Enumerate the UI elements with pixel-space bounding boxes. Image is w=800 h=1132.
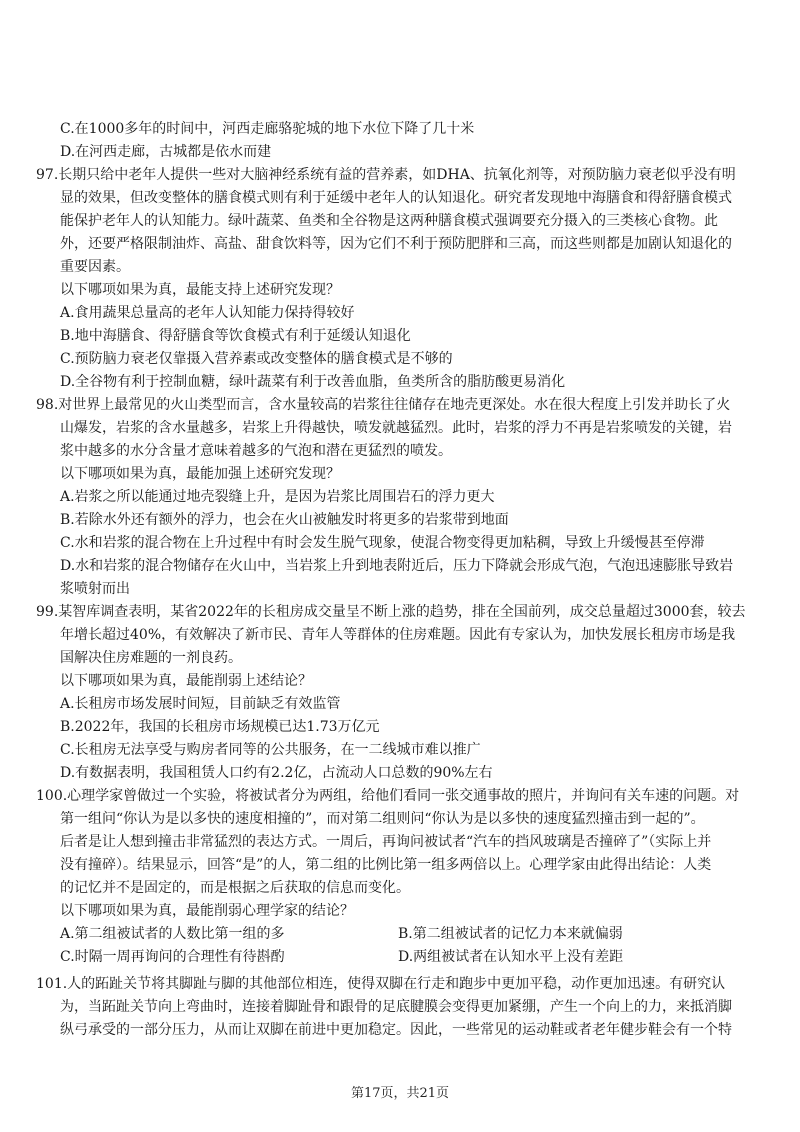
question-100-option-d: D.两组被试者在认知水平上没有差距: [398, 949, 624, 965]
question-98-line-2: 山爆发，岩浆的含水量越多，岩浆上升得越快，喷发就越猛烈。此时，岩浆的浮力不再是岩浆喷发的关键，岩: [60, 420, 732, 436]
question-98-option-b: B.若除水外还有额外的浮力，也会在火山被触发时将更多的岩浆带到地面: [60, 512, 509, 528]
question-100-line-1: 100.心理学家曾做过一个实验，将被试者分为两组，给他们看同一张交通事故的照片，并询问有关车速的问题。对: [36, 788, 740, 804]
question-97-line-2: 显的效果，但改变整体的膳食模式则有利于延缓中老年人的认知退化。研究者发现地中海膳食和得舒膳食模式: [60, 190, 732, 206]
question-97-option-b: B.地中海膳食、得舒膳食等饮食模式有利于延缓认知退化: [60, 328, 411, 344]
question-97-line-1: 97.长期只给中老年人提供一些对大脑神经系统有益的营养素，如DHA、抗氧化剂等，对预防脑力衰老似乎没有明: [36, 167, 736, 183]
question-100-line-5: 的记忆并不是固定的，而是根据之后获取的信息而变化。: [60, 880, 410, 896]
question-100-options-row-2: [36, 946, 776, 969]
question-100-prompt: 以下哪项如果为真，最能削弱心理学家的结论？: [60, 903, 354, 919]
question-99-option-d: D.有数据表明，我国租赁人口约有2.2亿，占流动人口总数的90%左右: [60, 765, 493, 781]
question-97-line-4: 外，还要严格限制油炸、高盐、甜食饮料等，因为它们不利于预防肥胖和三高，而这些则都是加剧认知退化的: [60, 236, 732, 252]
question-98-line-1: 98.对世界上最常见的火山类型而言，含水量较高的岩浆往往储存在地壳更深处。水在很大程度上引发并助长了火: [36, 397, 731, 413]
question-97-prompt: 以下哪项如果为真，最能支持上述研究发现？: [60, 282, 340, 298]
question-98-prompt: 以下哪项如果为真，最能加强上述研究发现？: [60, 466, 340, 482]
question-99-line-1: 99.某智库调查表明，某省2022年的长租房成交量呈不断上涨的趋势，排在全国前列，成交总量超过3000套，较去: [36, 604, 746, 620]
question-98: [36, 394, 776, 601]
question-100: [36, 785, 776, 969]
question-97-option-c: C.预防脑力衰老仅靠摄入营养素或改变整体的膳食模式是不够的: [60, 351, 453, 367]
question-100-line-4: 没有撞碎）。结果显示，回答“是”的人，第二组的比例比第一组多两倍以上。心理学家由此得出结论：人类: [60, 857, 712, 873]
page-number-footer: 第17页，共21页: [350, 1086, 450, 1101]
question-99-option-a: A.长租房市场发展时间短，目前缺乏有效监管: [60, 696, 341, 712]
question-99-line-3: 国解决住房难题的一剂良药。: [60, 650, 242, 666]
question-100-line-3: 后者是让人想到撞击非常猛烈的表达方式。一周后，再询问被试者“汽车的挡风玻璃是否撞碎了”（实际上并: [60, 834, 712, 850]
question-101-line-1: 101.人的跖趾关节将其脚趾与脚的其他部位相连，使得双脚在行走和跑步中更加平稳，动作更加迅速。有研究认: [36, 976, 726, 992]
question-97-line-5: 重要因素。: [60, 259, 130, 275]
page-content: [36, 118, 776, 1042]
question-100-option-c: C.时隔一周再询问的合理性有待斟酌: [60, 949, 285, 965]
question-98-option-a: A.岩浆之所以能通过地壳裂缝上升，是因为岩浆比周围岩石的浮力更大: [60, 489, 495, 505]
question-98-line-3: 浆中越多的水分含量才意味着越多的气泡和潜在更猛烈的喷发。: [60, 443, 452, 459]
question-100-options-row-1: [36, 923, 776, 946]
question-97-line-3: 能保护老年人的认知能力。绿叶蔬菜、鱼类和全谷物是这两种膳食模式强调要充分摄入的三类核心食物。此: [60, 213, 718, 229]
question-101: [36, 973, 776, 1042]
question-98-option-d: D.水和岩浆的混合物储存在火山中，当岩浆上升到地表附近后，压力下降就会形成气泡，气泡迅速膨胀导致岩: [60, 558, 734, 574]
question-99-option-b: B.2022年，我国的长租房市场规模已达1.73万亿元: [60, 719, 380, 735]
question-99-prompt: 以下哪项如果为真，最能削弱上述结论？: [60, 673, 312, 689]
prev-option-c: C.在1000多年的时间中，河西走廊骆驼城的地下水位下降了几十米: [60, 121, 475, 137]
question-97-option-a: A.食用蔬果总量高的老年人认知能力保持得较好: [60, 305, 355, 321]
question-98-option-d-cont: 浆喷射而出: [60, 581, 130, 597]
question-99: [36, 601, 776, 785]
question-98-option-c: C.水和岩浆的混合物在上升过程中有时会发生脱气现象，使混合物变得更加粘稠，导致上升缓慢甚至停滞: [60, 535, 705, 551]
question-97-option-d: D.全谷物有利于控制血糖，绿叶蔬菜有利于改善血脂，鱼类所含的脂肪酸更易消化: [60, 374, 566, 390]
question-100-option-a: A.第二组被试者的人数比第一组的多: [60, 926, 285, 942]
question-99-option-c: C.长租房无法享受与购房者同等的公共服务，在一二线城市难以推广: [60, 742, 481, 758]
question-101-line-2: 为，当跖趾关节向上弯曲时，连接着脚趾骨和跟骨的足底腱膜会变得更加紧绷，产生一个向上的力，来抵消脚: [60, 999, 732, 1015]
question-97: [36, 164, 776, 394]
question-100-line-2: 第一组问“你认为是以多快的速度相撞的”，而对第二组则问“你认为是以多快的速度猛烈撞击到一起的”。: [60, 811, 705, 827]
question-101-line-3: 纵弓承受的一部分压力，从而让双脚在前进中更加稳定。因此，一些常见的运动鞋或者老年健步鞋会有一个特: [60, 1022, 732, 1038]
question-100-option-b: B.第二组被试者的记忆力本来就偏弱: [398, 926, 623, 942]
prev-option-d: D.在河西走廊，古城都是依水而建: [60, 144, 272, 160]
question-99-line-2: 年增长超过40%，有效解决了新市民、青年人等群体的住房难题。因此有专家认为，加快发展长租房市场是我: [60, 627, 736, 643]
